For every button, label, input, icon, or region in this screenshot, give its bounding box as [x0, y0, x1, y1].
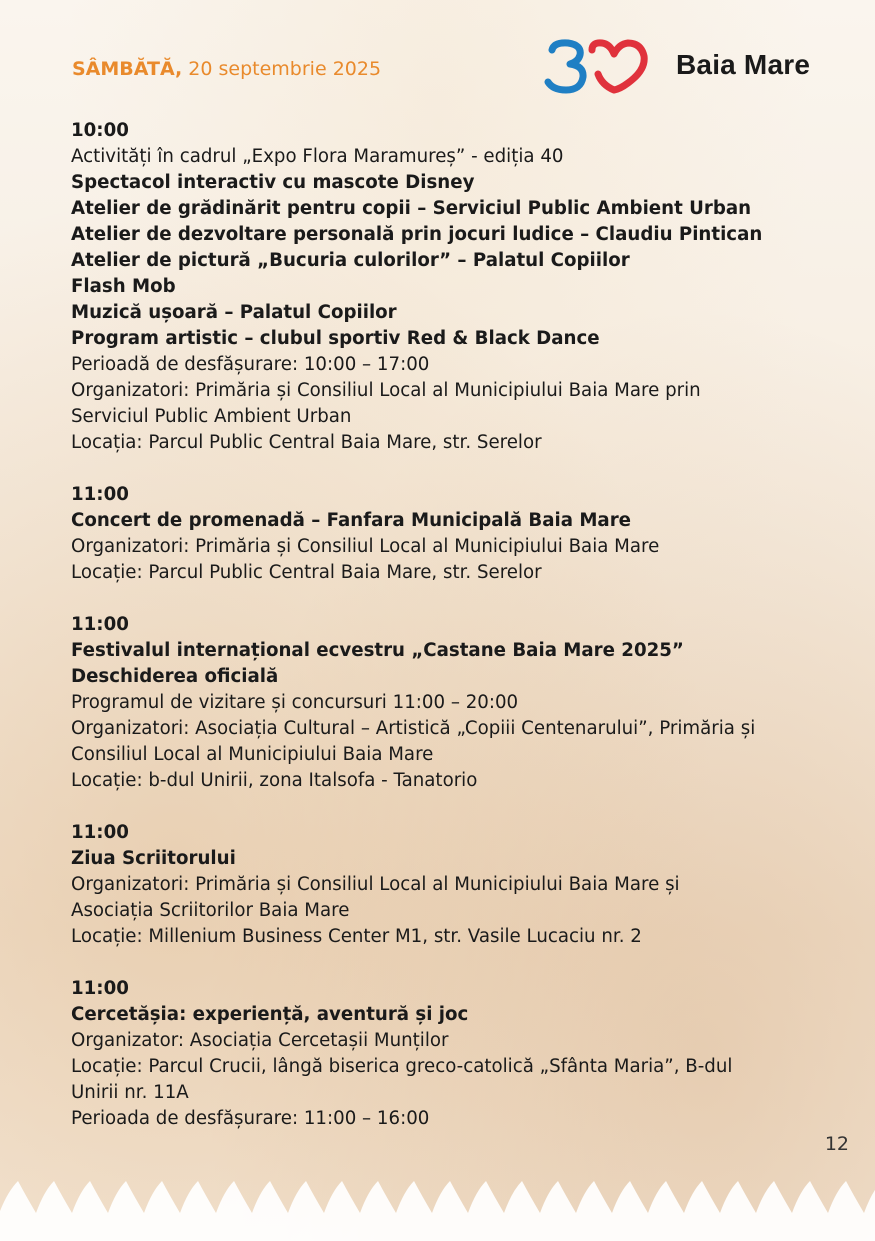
event-title: Festivalul internațional ecvestru „Castane Baia Mare 2025” — [71, 640, 684, 661]
event-detail: Organizatori: Primăria și Consiliul Local al Municipiului Baia Mare — [71, 536, 660, 557]
event-title: Spectacol interactiv cu mascote Disney — [71, 172, 475, 193]
event-detail: Organizatori: Primăria și Consiliul Local al Municipiului Baia Mare prin — [71, 380, 701, 401]
event-time: 11:00 — [71, 614, 129, 635]
event-detail: Consiliul Local al Municipiului Baia Mare — [71, 744, 434, 765]
event-title: Concert de promenadă – Fanfara Municipală Baia Mare — [71, 510, 631, 531]
event-title: Atelier de grădinărit pentru copii – Serviciul Public Ambient Urban — [71, 198, 752, 219]
event-title: Atelier de dezvoltare personală prin jocuri ludice – Claudiu Pintican — [71, 224, 763, 245]
event-time: 11:00 — [71, 822, 129, 843]
event-detail: Locație: Parcul Public Central Baia Mare, str. Serelor — [71, 562, 542, 583]
header-date — [72, 58, 381, 80]
logo-30-heart-icon — [544, 38, 654, 94]
event-detail: Locație: Millenium Business Center M1, str. Vasile Lucaciu nr. 2 — [71, 926, 642, 947]
page-number: 12 — [824, 1133, 849, 1155]
events-list — [71, 118, 811, 1158]
event-title: Atelier de pictură „Bucuria culorilor” – Palatul Copiilor — [71, 250, 630, 271]
event-block — [71, 118, 811, 456]
event-time: 11:00 — [71, 978, 129, 999]
event-title: Muzică ușoară – Palatul Copiilor — [71, 302, 397, 323]
event-detail: Activități în cadrul „Expo Flora Maramureș” - ediția 40 — [71, 146, 564, 167]
event-detail: Locația: Parcul Public Central Baia Mare, str. Serelor — [71, 432, 542, 453]
event-time: 10:00 — [71, 120, 129, 141]
event-title: Deschiderea oficială — [71, 666, 279, 687]
event-block — [71, 612, 811, 794]
event-detail: Asociația Scriitorilor Baia Mare — [71, 900, 350, 921]
event-title: Cercetășia: experiență, aventură și joc — [71, 1004, 469, 1025]
event-block — [71, 976, 811, 1132]
header-date-text: 20 septembrie 2025 — [188, 58, 382, 80]
event-detail: Organizatori: Primăria și Consiliul Local al Municipiului Baia Mare și — [71, 874, 680, 895]
event-title: Program artistic – clubul sportiv Red & Black Dance — [71, 328, 600, 349]
event-detail: Programul de vizitare și concursuri 11:00 – 20:00 — [71, 692, 519, 713]
event-detail: Locație: b-dul Unirii, zona Italsofa - Tanatorio — [71, 770, 478, 791]
event-title: Flash Mob — [71, 276, 176, 297]
event-detail: Organizator: Asociația Cercetașii Munților — [71, 1030, 449, 1051]
event-detail: Unirii nr. 11A — [71, 1082, 189, 1103]
header-day: SÂMBĂTĂ, — [72, 58, 183, 80]
event-detail: Organizatori: Asociația Cultural – Artistică „Copiii Centenarului”, Primăria și — [71, 718, 756, 739]
event-detail: Perioadă de desfășurare: 10:00 – 17:00 — [71, 354, 430, 375]
event-block — [71, 482, 811, 586]
leaf-border-shape — [0, 1181, 875, 1241]
city-name: Baia Mare — [676, 49, 811, 80]
event-block — [71, 820, 811, 950]
event-detail: Locație: Parcul Crucii, lângă biserica greco-catolică „Sfânta Maria”, B-dul — [71, 1056, 733, 1077]
event-title: Ziua Scriitorului — [71, 848, 236, 869]
event-time: 11:00 — [71, 484, 129, 505]
event-detail: Perioada de desfășurare: 11:00 – 16:00 — [71, 1108, 430, 1129]
event-detail: Serviciul Public Ambient Urban — [71, 406, 352, 427]
leaf-border-decoration — [0, 1151, 875, 1241]
